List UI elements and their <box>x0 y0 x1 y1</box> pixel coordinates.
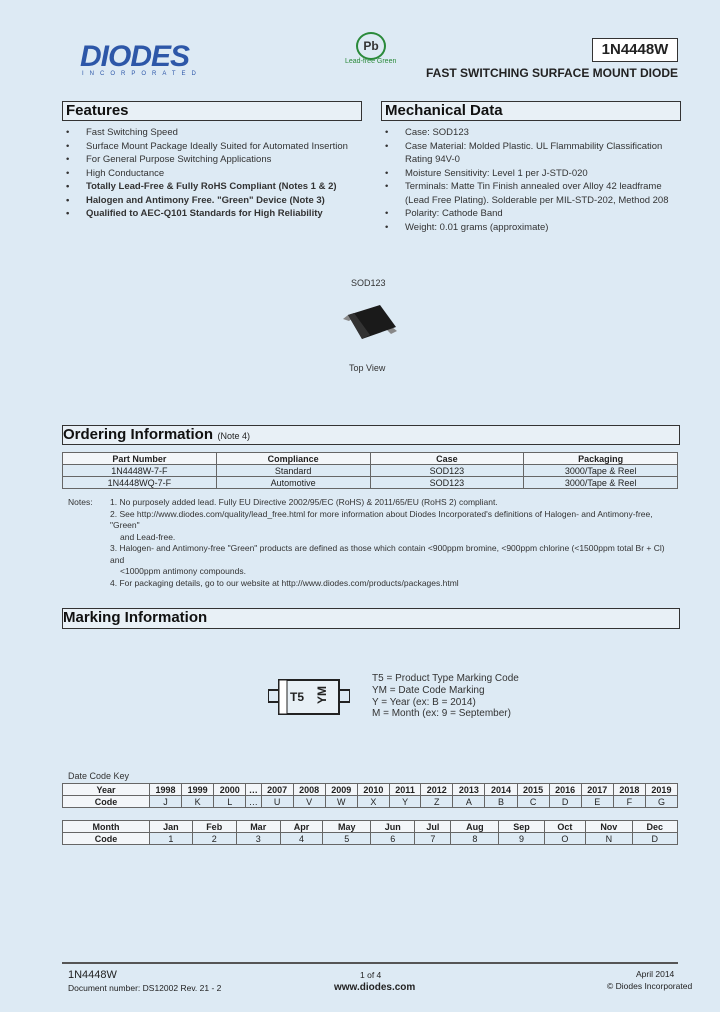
marking-legend-line: YM = Date Code Marking <box>372 684 485 696</box>
table-cell: D <box>632 833 677 845</box>
marking-legend <box>372 673 519 720</box>
table-header-cell: Year <box>63 784 150 796</box>
table-header-cell: Feb <box>192 821 236 833</box>
features-list <box>64 126 364 221</box>
table-cell: 1 <box>150 833 193 845</box>
month-code-table <box>62 820 678 845</box>
mechanical-item: • Moisture Sensitivity: Level 1 per J-STD-020 <box>383 167 673 181</box>
table-cell: A <box>453 796 485 808</box>
table-cell: U <box>261 796 293 808</box>
table-cell: … <box>246 796 261 808</box>
part-number-box: 1N4448W <box>592 38 678 62</box>
footer-page-number: 1 of 4 <box>360 970 382 980</box>
mechanical-title: Mechanical Data <box>385 102 503 119</box>
table-cell: Standard <box>216 465 370 477</box>
table-header-cell: Dec <box>632 821 677 833</box>
table-header-cell: 2012 <box>421 784 453 796</box>
table-cell: 5 <box>323 833 371 845</box>
footer-copyright: © Diodes Incorporated <box>607 981 693 991</box>
table-header-row <box>63 784 678 796</box>
table-cell: Code <box>63 833 150 845</box>
company-logo-subtitle: INCORPORATED <box>82 71 202 77</box>
table-row <box>63 477 678 489</box>
ordering-title-wrap <box>63 426 250 444</box>
mechanical-item: • Case: SOD123 <box>383 126 673 140</box>
table-row <box>63 833 678 845</box>
note-line: 2. See http://www.diodes.com/quality/lead_free.html for more information about Diodes Incorporated's definitions of Halogen- and Antimony-free, "Green" <box>110 508 653 530</box>
table-cell: J <box>150 796 182 808</box>
company-logo: DIODES <box>80 40 190 73</box>
table-cell: N <box>586 833 633 845</box>
table-header-cell: 2014 <box>485 784 517 796</box>
table-cell: O <box>544 833 585 845</box>
sod123-package-icon <box>340 305 400 341</box>
table-cell: 7 <box>415 833 451 845</box>
marking-code-left: T5 <box>290 690 305 704</box>
feature-item: • Totally Lead-Free & Fully RoHS Compliant (Notes 1 & 2) <box>64 180 364 194</box>
table-cell: W <box>325 796 357 808</box>
table-header-cell: Compliance <box>216 453 370 465</box>
ordering-notes <box>110 497 680 589</box>
footer-website-link[interactable]: www.diodes.com <box>334 982 416 993</box>
table-header-cell: May <box>323 821 371 833</box>
table-header-cell: Mar <box>236 821 280 833</box>
mechanical-item: • Terminals: Matte Tin Finish annealed over Alloy 42 leadframe (Lead Free Plating). Solderable per MIL-STD-202, Method 208 <box>383 180 673 207</box>
note-line: <1000ppm antimony compounds. <box>120 566 246 576</box>
table-header-cell: Nov <box>586 821 633 833</box>
table-header-cell: Packaging <box>524 453 678 465</box>
table-cell: D <box>549 796 581 808</box>
feature-item: • Halogen and Antimony Free. "Green" Device (Note 3) <box>64 194 364 208</box>
lead-free-icon: Pb <box>356 32 386 60</box>
table-header-cell: 2019 <box>645 784 677 796</box>
document-subtitle: FAST SWITCHING SURFACE MOUNT DIODE <box>426 66 678 80</box>
table-cell: F <box>613 796 645 808</box>
table-cell: 3000/Tape & Reel <box>524 465 678 477</box>
table-cell: E <box>581 796 613 808</box>
mechanical-item: • Weight: 0.01 grams (approximate) <box>383 221 673 235</box>
footer-part-number: 1N4448W <box>68 969 117 981</box>
table-header-cell: Aug <box>451 821 499 833</box>
marking-code-right: YM <box>315 686 329 704</box>
table-header-cell: 2015 <box>517 784 549 796</box>
table-header-cell: 2000 <box>214 784 246 796</box>
table-row <box>63 465 678 477</box>
table-header-cell: … <box>246 784 261 796</box>
features-title: Features <box>66 102 129 119</box>
lead-free-label: Lead-free Green <box>345 58 397 65</box>
table-header-cell: 2013 <box>453 784 485 796</box>
table-header-cell: Oct <box>544 821 585 833</box>
feature-item: • Fast Switching Speed <box>64 126 364 140</box>
table-cell: G <box>645 796 677 808</box>
package-view-label: Top View <box>349 363 386 373</box>
year-code-table <box>62 783 678 808</box>
mechanical-item: • Polarity: Cathode Band <box>383 207 673 221</box>
table-row <box>63 796 678 808</box>
footer-date: April 2014 <box>636 969 675 979</box>
table-cell: 9 <box>499 833 544 845</box>
marking-legend-line: T5 = Product Type Marking Code <box>372 673 519 684</box>
marking-legend-line: Y = Year (ex: B = 2014) <box>372 696 476 708</box>
table-cell: Y <box>389 796 420 808</box>
table-cell: V <box>293 796 325 808</box>
table-header-cell: 2018 <box>613 784 645 796</box>
ordering-table <box>62 452 678 489</box>
note-line: 4. For packaging details, go to our website at http://www.diodes.com/products/packages.html <box>110 577 459 588</box>
table-cell: B <box>485 796 517 808</box>
table-cell: 3 <box>236 833 280 845</box>
table-header-row <box>63 453 678 465</box>
date-code-key-label: Date Code Key <box>68 771 130 781</box>
package-name: SOD123 <box>351 278 386 288</box>
marking-title: Marking Information <box>63 609 208 626</box>
table-cell: 2 <box>192 833 236 845</box>
table-header-cell: 1998 <box>150 784 182 796</box>
table-header-cell: 2007 <box>261 784 293 796</box>
table-cell: L <box>214 796 246 808</box>
table-header-cell: Case <box>370 453 524 465</box>
note-line: 1. No purposely added lead. Fully EU Directive 2002/95/EC (RoHS) & 2011/65/EU (RoHS 2) compliant. <box>110 497 498 507</box>
mechanical-list <box>383 126 673 234</box>
table-header-row <box>63 821 678 833</box>
table-cell: Z <box>421 796 453 808</box>
feature-item: • High Conductance <box>64 167 364 181</box>
table-header-cell: Part Number <box>63 453 217 465</box>
ordering-notes-label: Notes: <box>68 497 93 507</box>
table-header-cell: Apr <box>280 821 323 833</box>
table-header-cell: Month <box>63 821 150 833</box>
marking-diagram <box>268 676 350 720</box>
ordering-note-ref: (Note 4) <box>217 431 250 441</box>
table-header-cell: Jan <box>150 821 193 833</box>
marking-legend-line: M = Month (ex: 9 = September) <box>372 708 511 720</box>
note-line: and Lead-free. <box>120 531 176 542</box>
ordering-title: Ordering Information <box>63 426 213 443</box>
table-cell: 3000/Tape & Reel <box>524 477 678 489</box>
table-header-cell: 2011 <box>389 784 420 796</box>
footer-document-number: Document number: DS12002 Rev. 21 - 2 <box>68 983 222 993</box>
table-cell: SOD123 <box>370 465 524 477</box>
table-cell: 4 <box>280 833 323 845</box>
table-cell: SOD123 <box>370 477 524 489</box>
table-cell: 1N4448W-7-F <box>63 465 217 477</box>
feature-item: • Surface Mount Package Ideally Suited for Automated Insertion <box>64 140 364 154</box>
table-header-cell: 2016 <box>549 784 581 796</box>
table-cell: 6 <box>371 833 415 845</box>
table-cell: 8 <box>451 833 499 845</box>
note-line: 3. Halogen- and Antimony-free "Green" products are defined as those which contain <900ppm bromine, <900ppm chlorine (<1500ppm total Br + Cl) and <box>110 543 665 565</box>
table-cell: K <box>182 796 214 808</box>
table-cell: Automotive <box>216 477 370 489</box>
table-cell: Code <box>63 796 150 808</box>
table-cell: X <box>357 796 389 808</box>
feature-item: • For General Purpose Switching Applications <box>64 153 364 167</box>
table-header-cell: 2010 <box>357 784 389 796</box>
table-header-cell: Sep <box>499 821 544 833</box>
table-header-cell: Jun <box>371 821 415 833</box>
mechanical-item: • Case Material: Molded Plastic. UL Flammability Classification Rating 94V-0 <box>383 140 673 167</box>
table-header-cell: 1999 <box>182 784 214 796</box>
table-cell: C <box>517 796 549 808</box>
table-header-cell: 2009 <box>325 784 357 796</box>
table-cell: 1N4448WQ-7-F <box>63 477 217 489</box>
table-header-cell: 2008 <box>293 784 325 796</box>
footer-rule <box>62 962 678 964</box>
feature-item: • Qualified to AEC-Q101 Standards for High Reliability <box>64 207 364 221</box>
table-header-cell: Jul <box>415 821 451 833</box>
table-header-cell: 2017 <box>581 784 613 796</box>
